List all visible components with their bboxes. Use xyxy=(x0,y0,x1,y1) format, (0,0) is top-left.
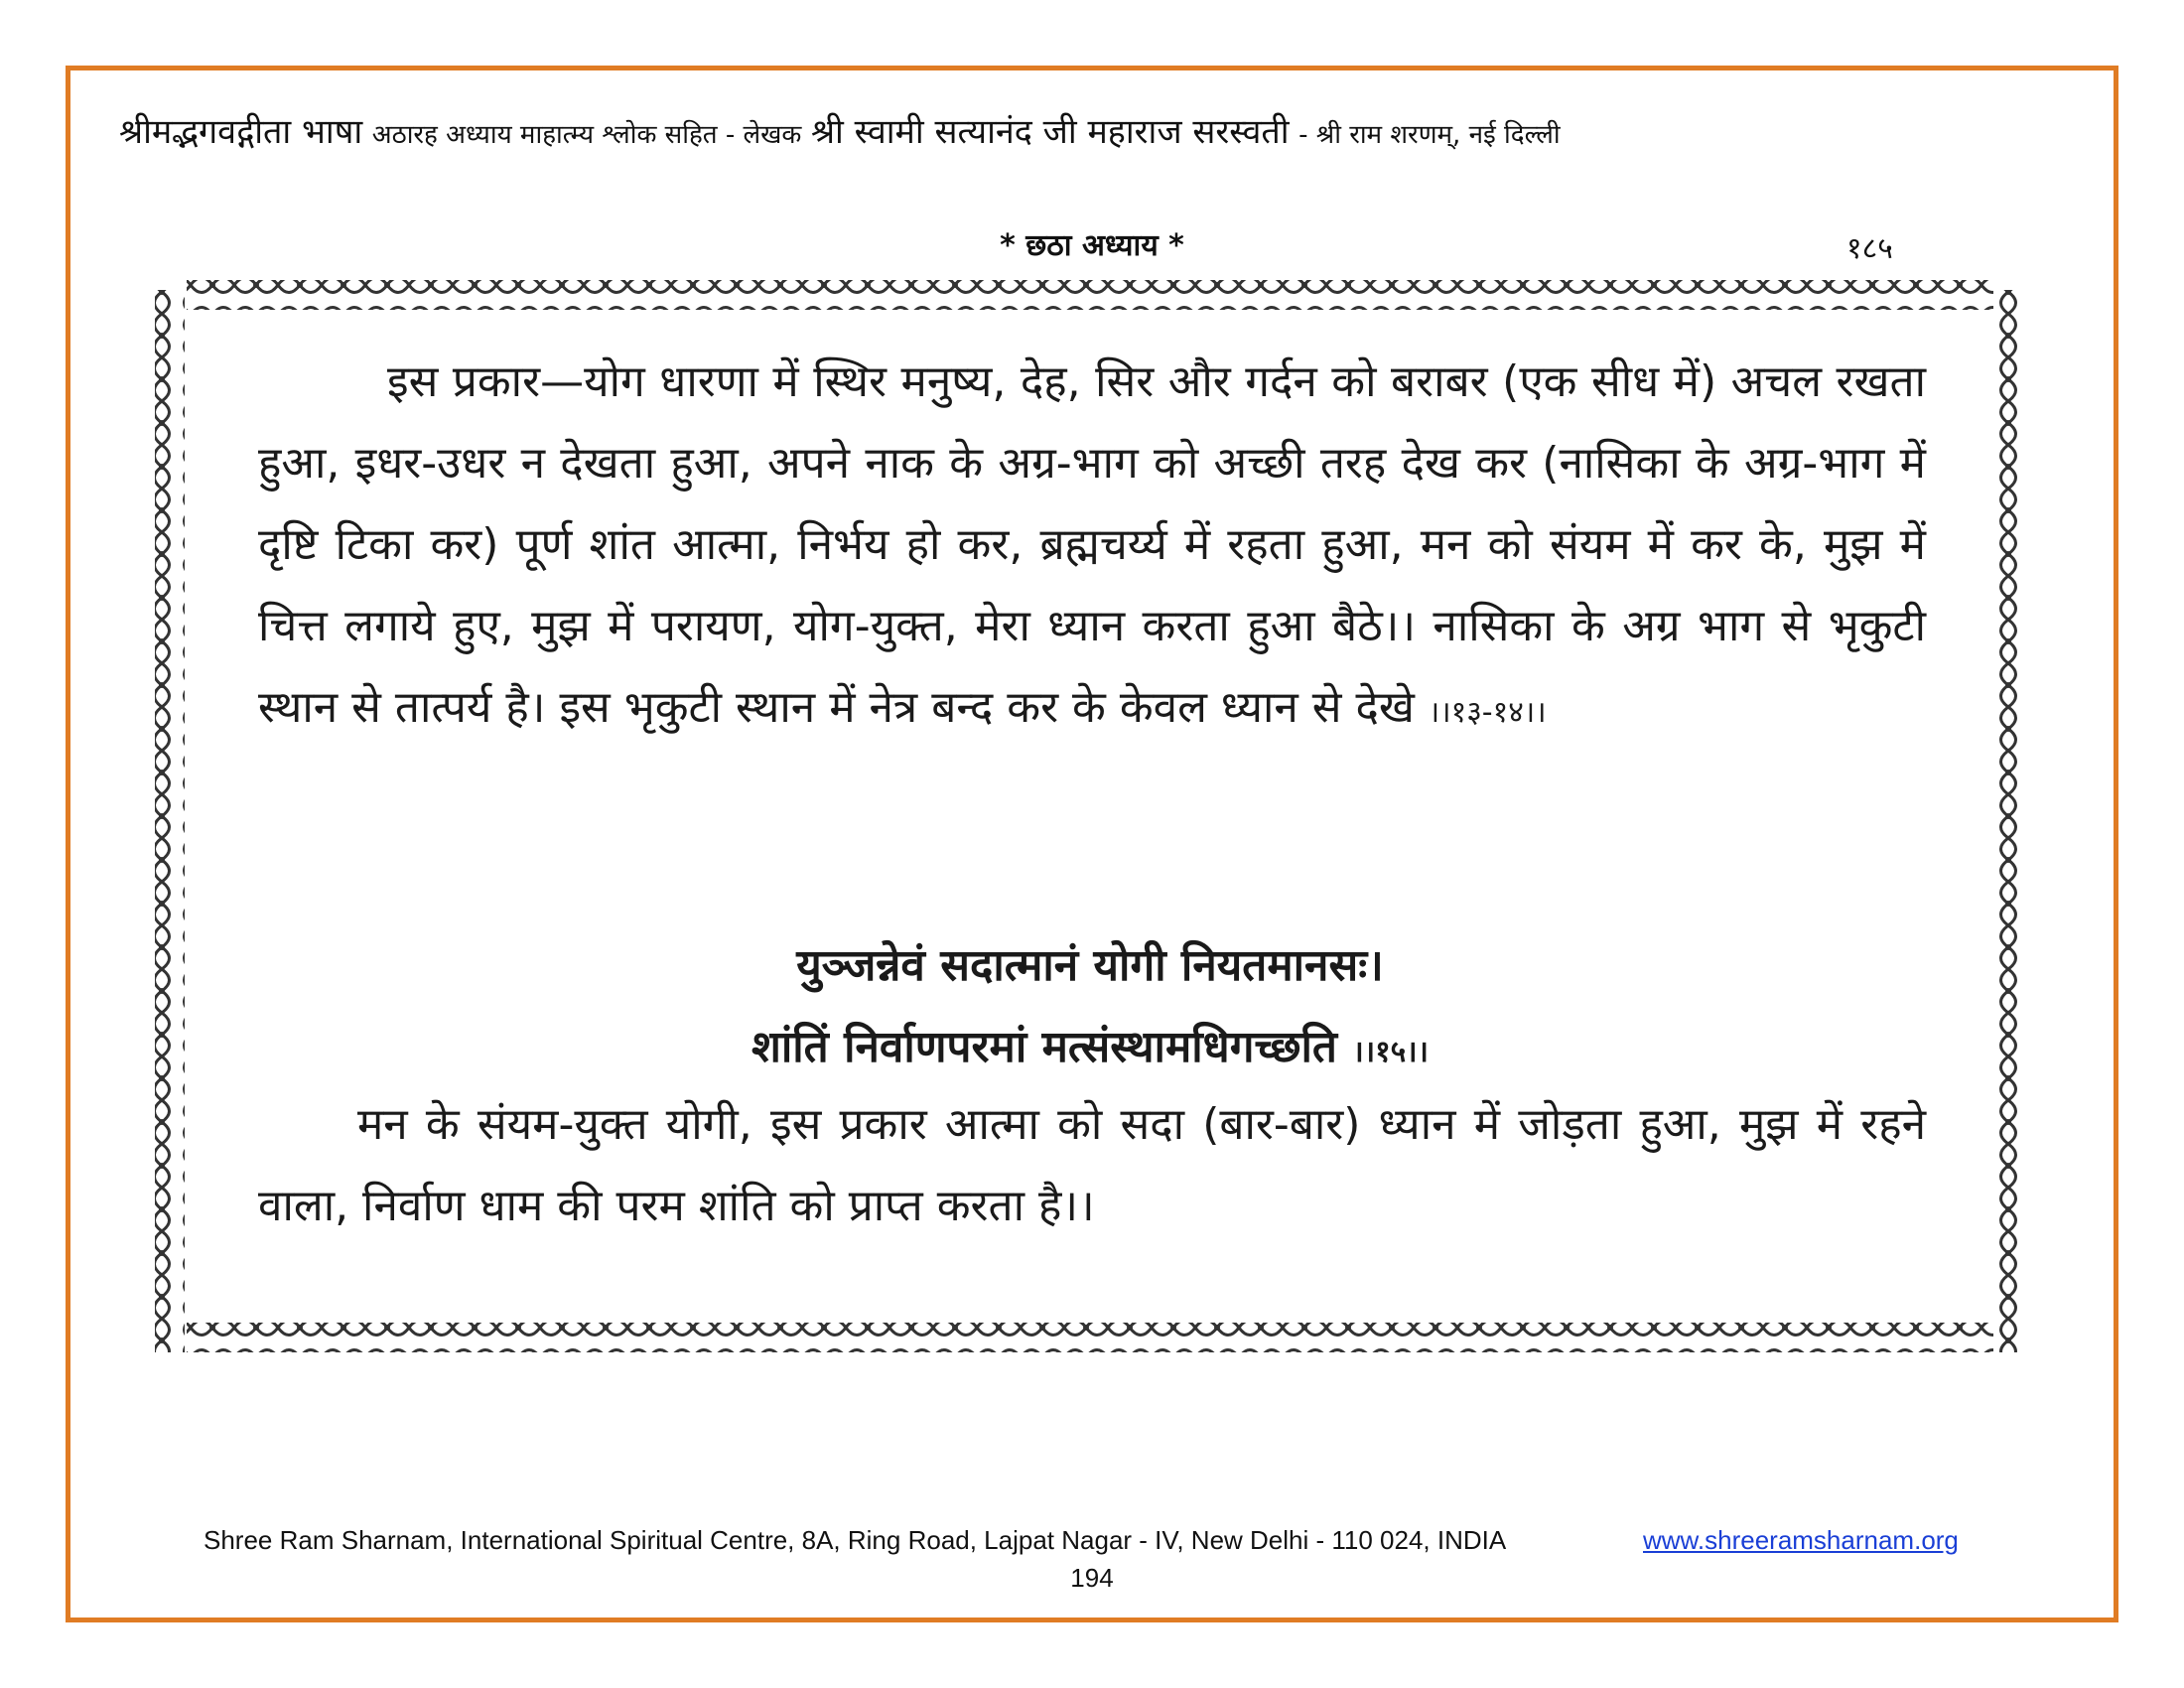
scanned-text-block xyxy=(147,270,2033,1372)
header-subtitle: अठारह अध्याय माहात्म्य श्लोक सहित - लेखक xyxy=(371,120,802,150)
website-link[interactable]: www.shreeramsharnam.org xyxy=(1643,1525,1959,1555)
header-publisher: - श्री राम शरणम्, नई दिल्ली xyxy=(1298,120,1561,150)
scan-page-number: १८५ xyxy=(1846,231,1893,266)
header-author: श्री स्वामी सत्यानंद जी महाराज सरस्वती xyxy=(810,112,1290,152)
shloka-reference: ।।१५।। xyxy=(1352,1035,1430,1069)
header-title: श्रीमद्भगवद्गीता भाषा xyxy=(119,112,363,152)
commentary-paragraph xyxy=(258,342,1926,754)
chapter-title: * छठा अध्याय * xyxy=(1000,228,1184,263)
page-number: 194 xyxy=(1070,1563,1114,1593)
page-header xyxy=(119,107,2065,153)
sanskrit-shloka xyxy=(147,925,2033,1093)
shloka-line-1: युञ्जन्नेवं सदात्मानं योगी नियतमानसः। xyxy=(796,940,1384,991)
commentary-text: इस प्रकार—योग धारणा में स्थिर मनुष्य, देह, सिर और गर्दन को बराबर (एक सीध में) अचल रखता हुआ, इधर-उधर न देखता हुआ, अपने नाक के अग्र-भाग को अच्छी तरह देख कर (नासिका के अग्र-भाग में दृष्टि टिका कर) पूर्ण शांत आत्मा, निर्भय हो कर, ब्रह्मचर्य्य में रहता हुआ, मन को संयम में कर के, मुझ में चित्त लगाये हुए, मुझ में परायण, योग-युक्त, मेरा ध्यान करता हुआ बैठे।। नासिका के अग्र भाग से भृकुटी स्थान से तात्पर्य है। इस भृकुटी स्थान में नेत्र बन्द कर के केवल ध्यान से देखे xyxy=(258,356,1926,733)
translation-paragraph: मन के संयम-युक्त योगी, इस प्रकार आत्मा को सदा (बार-बार) ध्यान में जोड़ता हुआ, मुझ में रहने वाला, निर्वाण धाम की परम शांति को प्राप्त करता है।। xyxy=(258,1099,1926,1231)
verse-reference: ।।१३-१४।। xyxy=(1428,695,1547,730)
footer-address: Shree Ram Sharnam, International Spiritual Centre, 8A, Ring Road, Lajpat Nagar - IV, New Delhi - 110 024, INDIA xyxy=(204,1525,1507,1555)
shloka-line-2: शांतिं निर्वाणपरमां मत्संस्थामधिगच्छति xyxy=(751,1022,1338,1072)
